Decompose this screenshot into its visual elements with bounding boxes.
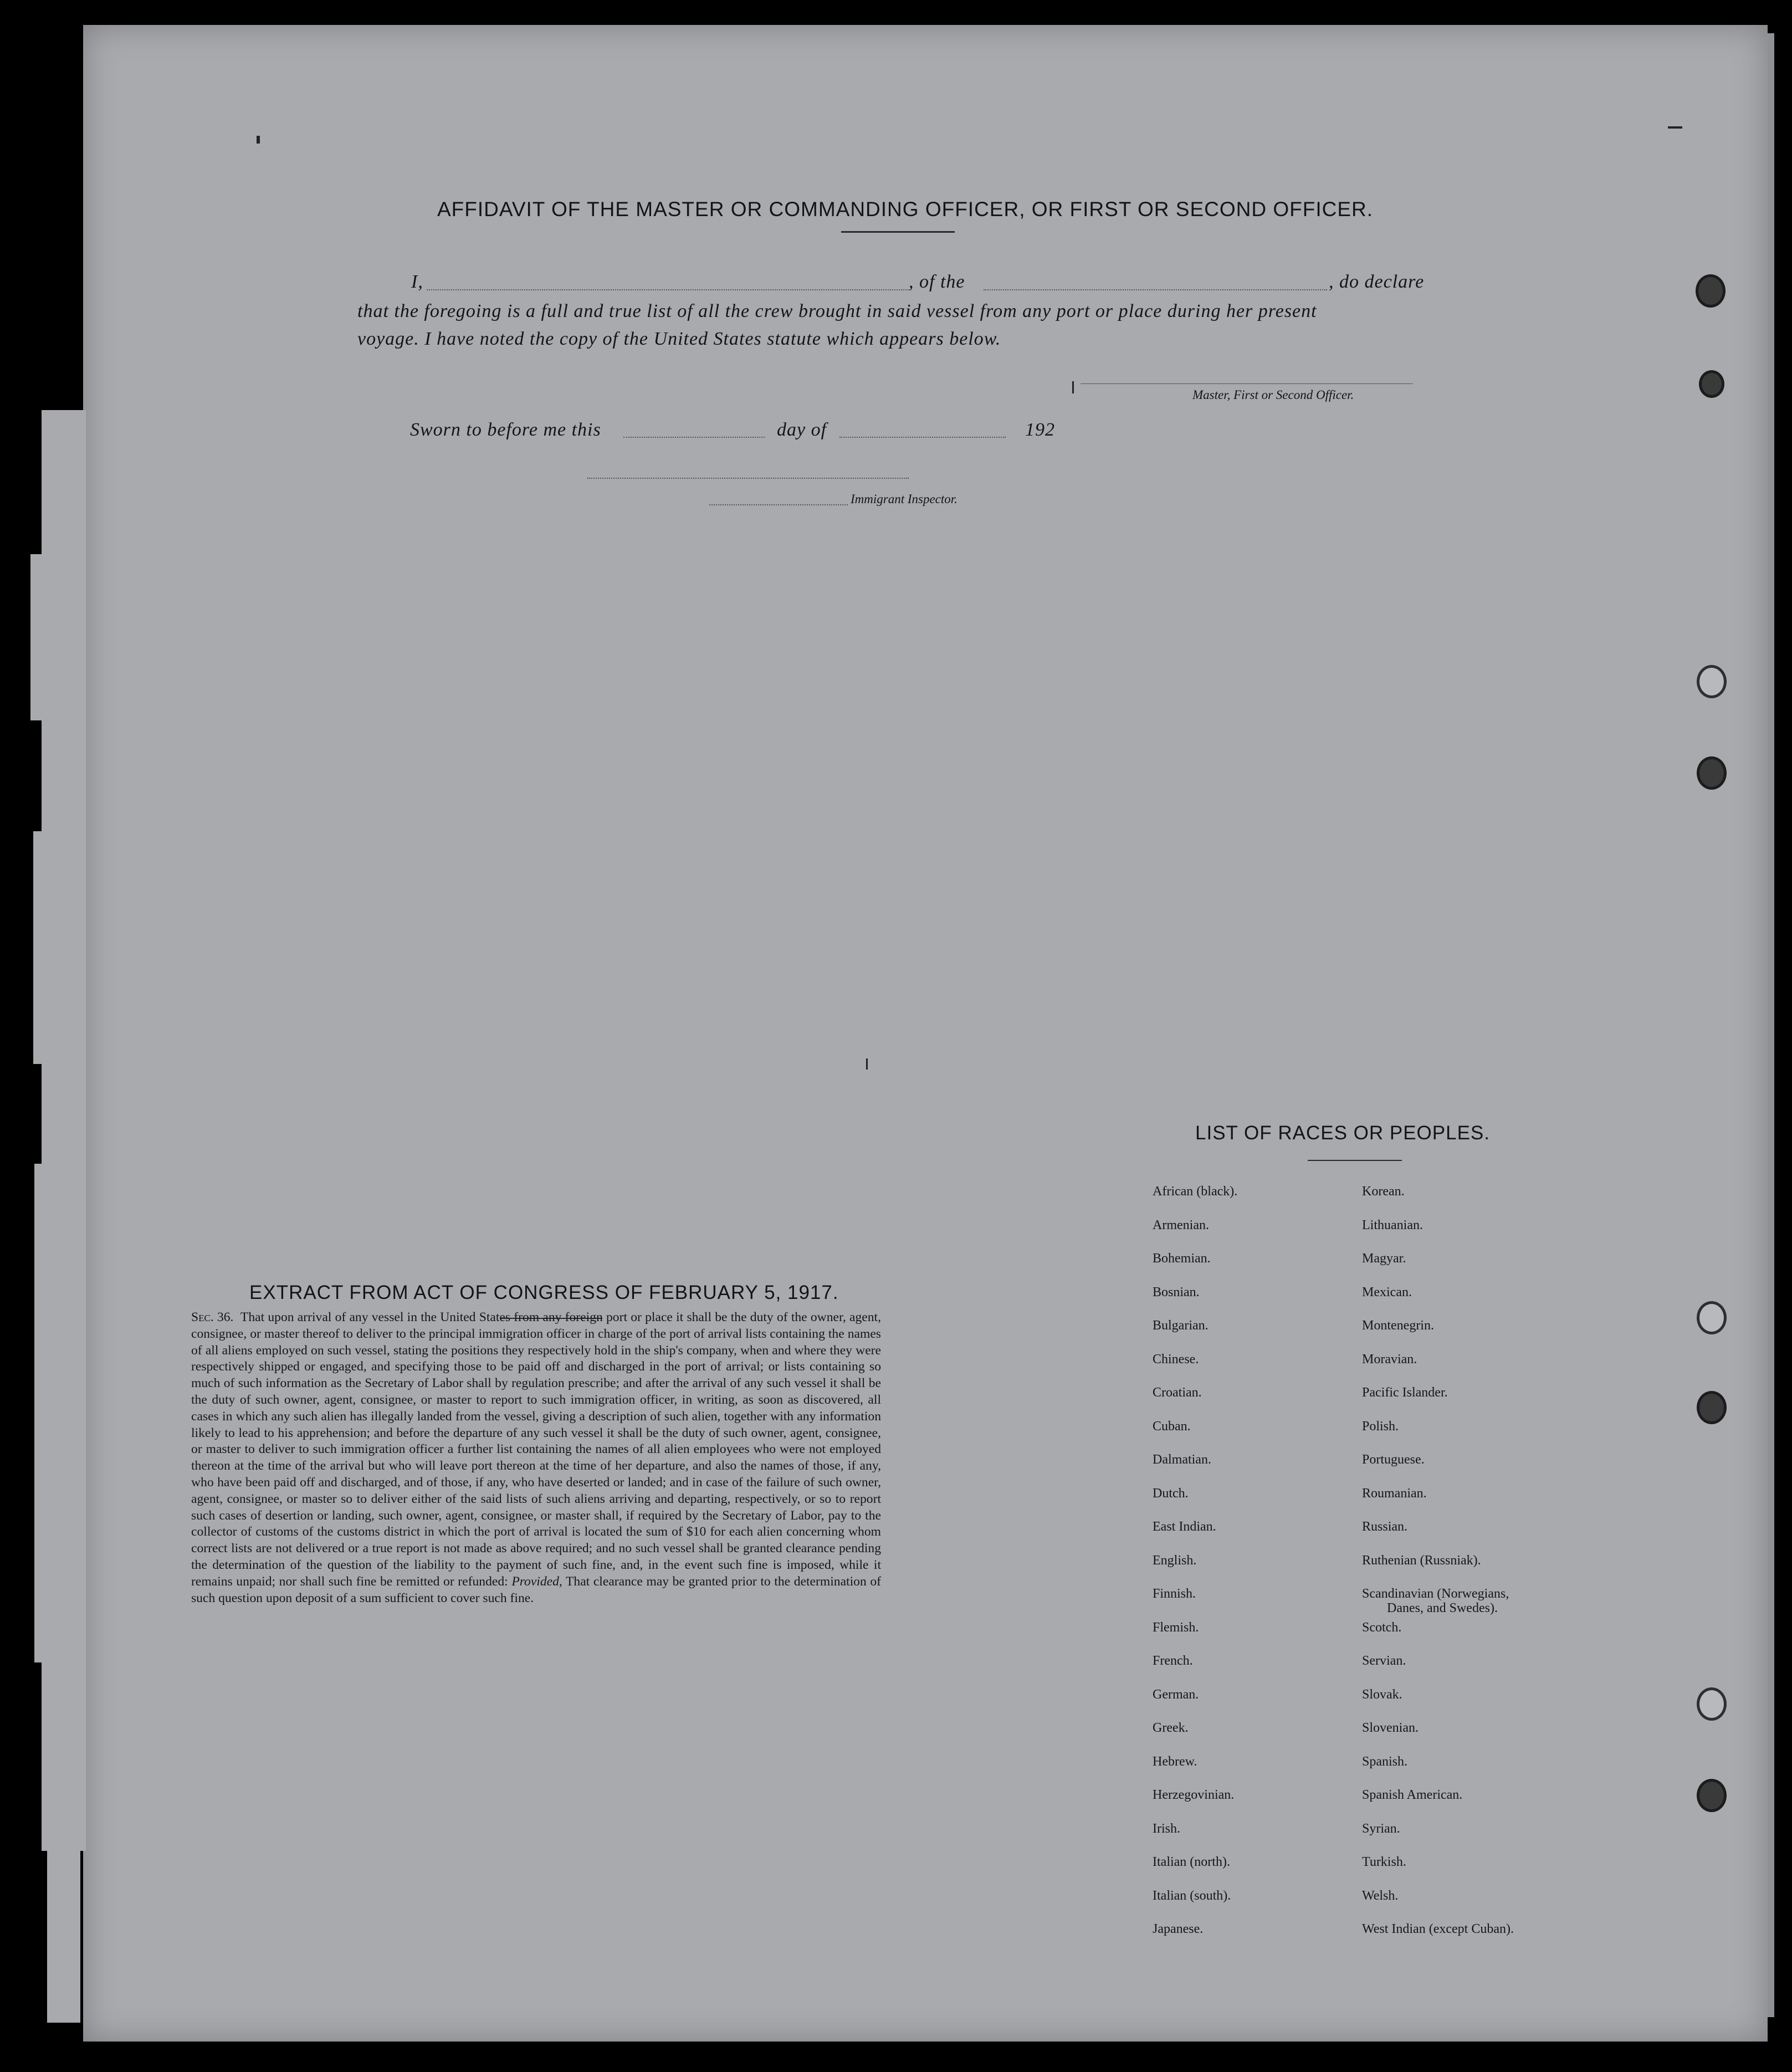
race-item: Montenegrin. [1362,1318,1434,1333]
scanned-page [83,25,1768,2042]
race-item: English. [1153,1553,1197,1568]
binder-hole [1697,1687,1727,1721]
races-title-rule [1308,1160,1402,1161]
race-item: Herzegovinian. [1153,1788,1235,1802]
binder-hole [1697,665,1727,698]
race-item: Scotch. [1362,1620,1402,1635]
race-item: Irish. [1153,1821,1180,1836]
name-blank[interactable] [427,289,909,290]
vessel-blank[interactable] [984,289,1327,290]
race-item: Slovenian. [1362,1721,1419,1735]
inspector-label-line [709,504,848,505]
race-item: Mexican. [1362,1285,1412,1300]
binder-hole [1697,756,1727,790]
binder-hole [1697,1301,1727,1334]
race-item: Korean. [1362,1184,1405,1199]
race-item: Slovak. [1362,1687,1402,1702]
race-item: Pacific Islander. [1362,1385,1448,1400]
race-item: Ruthenian (Russniak). [1362,1553,1481,1568]
race-item: Finnish. [1153,1587,1196,1601]
race-item: Chinese. [1153,1352,1199,1367]
race-item: Bosnian. [1153,1285,1200,1300]
scan-mark [866,1058,868,1070]
race-item: East Indian. [1153,1520,1216,1534]
race-item: Spanish. [1362,1754,1408,1769]
race-item: Dalmatian. [1153,1452,1211,1467]
race-item: Hebrew. [1153,1754,1197,1769]
race-item: Magyar. [1362,1251,1406,1266]
race-item: Flemish. [1153,1620,1199,1635]
sworn-text: Sworn to before me this [410,419,601,440]
race-item: Croatian. [1153,1385,1202,1400]
race-item: Italian (south). [1153,1888,1231,1903]
inspector-signature-line[interactable] [587,478,909,479]
binder-hole [1697,1391,1727,1424]
signature-tick [1072,381,1074,393]
affidavit-title-rule [841,231,955,233]
master-signature-line[interactable] [1081,383,1413,384]
affidavit-title: AFFIDAVIT OF THE MASTER OR COMMANDING OFFICER, OR FIRST OR SECOND OFFICER. [437,198,1374,221]
extract-title: EXTRACT FROM ACT OF CONGRESS OF FEBRUARY 5, 1917. [249,1282,839,1303]
race-item: French. [1153,1654,1193,1668]
affidavit-line-3: voyage. I have noted the copy of the United States statute which appears below. [357,329,1001,349]
scan-mark [1668,126,1682,129]
race-item: Japanese. [1153,1922,1204,1936]
race-item: Armenian. [1153,1217,1209,1232]
races-title: LIST OF RACES OR PEOPLES. [1195,1122,1491,1144]
race-item: Portuguese. [1362,1452,1425,1467]
sworn-month-blank[interactable] [839,437,1006,438]
affidavit-i: I, [411,272,423,292]
race-item: Spanish American. [1362,1788,1463,1802]
race-item: Greek. [1153,1721,1189,1735]
race-item: Welsh. [1362,1888,1399,1903]
binder-hole [1699,370,1724,398]
sworn-day-blank[interactable] [623,437,765,438]
page-edge [1768,33,1774,2017]
race-item: Dutch. [1153,1486,1189,1501]
race-item: Scandinavian (Norwegians, Danes, and Swedes). [1362,1587,1509,1615]
binder-hole [1697,1779,1727,1812]
race-item: African (black). [1153,1184,1238,1199]
race-item: Syrian. [1362,1821,1400,1836]
race-item: Servian. [1362,1654,1406,1668]
race-item-continuation: Danes, and Swedes). [1387,1601,1498,1615]
master-label: Master, First or Second Officer. [1192,388,1354,402]
race-item: Russian. [1362,1520,1408,1534]
year-text: 192 [1025,419,1055,440]
extract-text-end: That clearance may be granted prior to the determination of such question upon deposit of a sum sufficient to cover such fine. [191,1574,881,1605]
day-of-text: day of [777,419,827,440]
extract-text: That upon arrival of any vessel in the United States from any foreign port or place it shall be the duty of the owner, agent, consignee, or master thereof to deliver to the principal immigration officer in charge of the port of arrival lists containing the names of all aliens employed on such vessel, stating the positions they respectively hold in the ship's company, when and where they were respectively shipped or engaged, and specifying those to be paid off and discharged in the port of arrival; or lists containing so much of such information as the Secretary of Labor shall by regulation prescribe; and after the arrival of any such vessel it shall be the duty of such owner, agent, consignee, or master to report to such immigration officer, in writing, as soon as discovered, all cases in which any such alien has illegally landed from the vessel, giving a description of such alien, together with any information likely to lead to his apprehension; and before the departure of any such vessel it shall be the duty of such owner, agent, consignee, or master to deliver to such immigration officer a further list containing the names of all alien employees who were not employed thereon at the time of the arrival but who will leave port thereon at the time of her departure, and also the names of those, if any, who have been paid off and discharged, and of those, if any, who have deserted or landed; and in case of the failure of such owner, agent, consignee, or master so to deliver either of the said lists of such aliens arriving and departing, respectively, or so to report such cases of desertion or landing, such owner, agent, consignee, or master shall, if required by the Secretary of Labor, pay to the collector of customs of the customs district in which the port of arrival is located the sum of $10 for each alien concerning whom correct lists are not delivered or a true report is not made as above required; and no such vessel shall be granted clearance pending the determination of the question of the liability to the payment of such fine, and, in the event such fine is imposed, while it remains unpaid; nor shall such fine be remitted or refunded: [191,1310,882,1589]
race-item: West Indian (except Cuban). [1362,1922,1514,1936]
race-item: Bulgarian. [1153,1318,1209,1333]
extract-body [191,1309,881,1607]
race-item: Bohemian. [1153,1251,1211,1266]
race-item: Italian (north). [1153,1855,1230,1869]
binder-hole [1696,274,1726,308]
race-item: Roumanian. [1362,1486,1427,1501]
race-item: Cuban. [1153,1419,1191,1434]
inspector-label: Immigrant Inspector. [851,492,958,506]
race-item: German. [1153,1687,1199,1702]
race-item: Turkish. [1362,1855,1406,1869]
affidavit-line-2: that the foregoing is a full and true list of all the crew brought in said vessel from any port or place during her present [357,301,1317,321]
affidavit-declare: , do declare [1329,272,1425,292]
affidavit-of-the: , of the [909,272,965,292]
race-item: Lithuanian. [1362,1217,1423,1232]
scan-mark [257,136,260,144]
section-number: Sec. 36. [191,1310,234,1324]
provided-word: Provided, [511,1574,562,1589]
race-item: Polish. [1362,1419,1399,1434]
race-item: Moravian. [1362,1352,1417,1367]
